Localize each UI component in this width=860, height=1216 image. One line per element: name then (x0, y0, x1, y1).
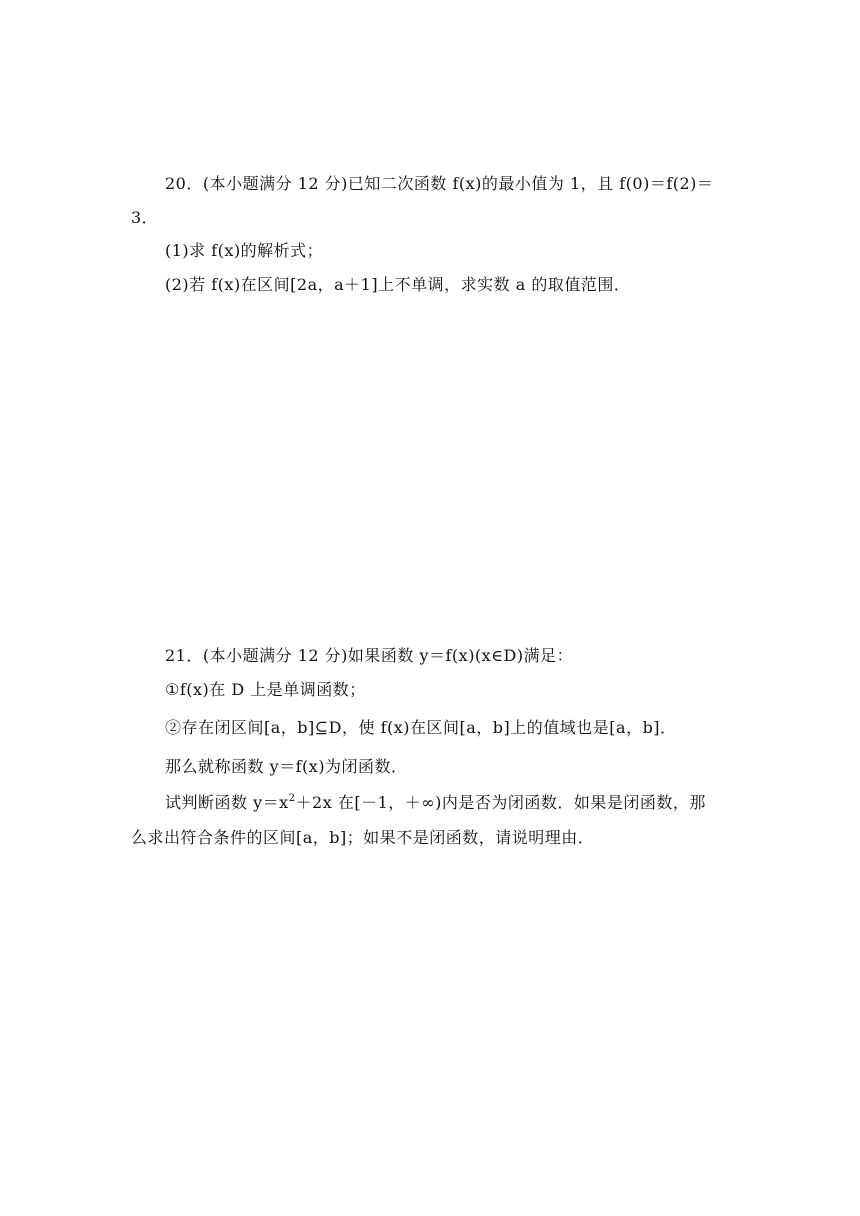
q20-stem-line2: 3． (131, 208, 159, 227)
q21-condition1: ①f(x)在 D 上是单调函数； (165, 680, 366, 699)
q21-condition2: ②存在闭区间[a，b]⊆D，使 f(x)在区间[a，b]上的值域也是[a，b]． (165, 718, 677, 737)
q21-task-line1 (165, 792, 706, 817)
q21-definition: 那么就称函数 y＝f(x)为闭函数． (165, 757, 408, 776)
q20-part1: (1)求 f(x)的解析式； (165, 241, 324, 260)
q21-task-prefix: 试判断函数 y＝x (165, 793, 289, 812)
q21-task-suffix: ＋2x 在[－1，＋∞)内是否为闭函数．如果是闭函数，那 (295, 793, 706, 812)
q21-task-exponent: 2 (288, 793, 296, 804)
q20-stem-line1: 20．(本小题满分 12 分)已知二次函数 f(x)的最小值为 1，且 f(0)＝f(2)＝ (165, 174, 714, 193)
q20-part2: (2)若 f(x)在区间[2a，a＋1]上不单调，求实数 a 的取值范围． (165, 275, 631, 294)
q21-stem: 21．(本小题满分 12 分)如果函数 y＝f(x)(x∈D)满足： (165, 646, 574, 665)
q21-task-line2: 么求出符合条件的区间[a，b]；如果不是闭函数，请说明理由． (131, 828, 595, 847)
